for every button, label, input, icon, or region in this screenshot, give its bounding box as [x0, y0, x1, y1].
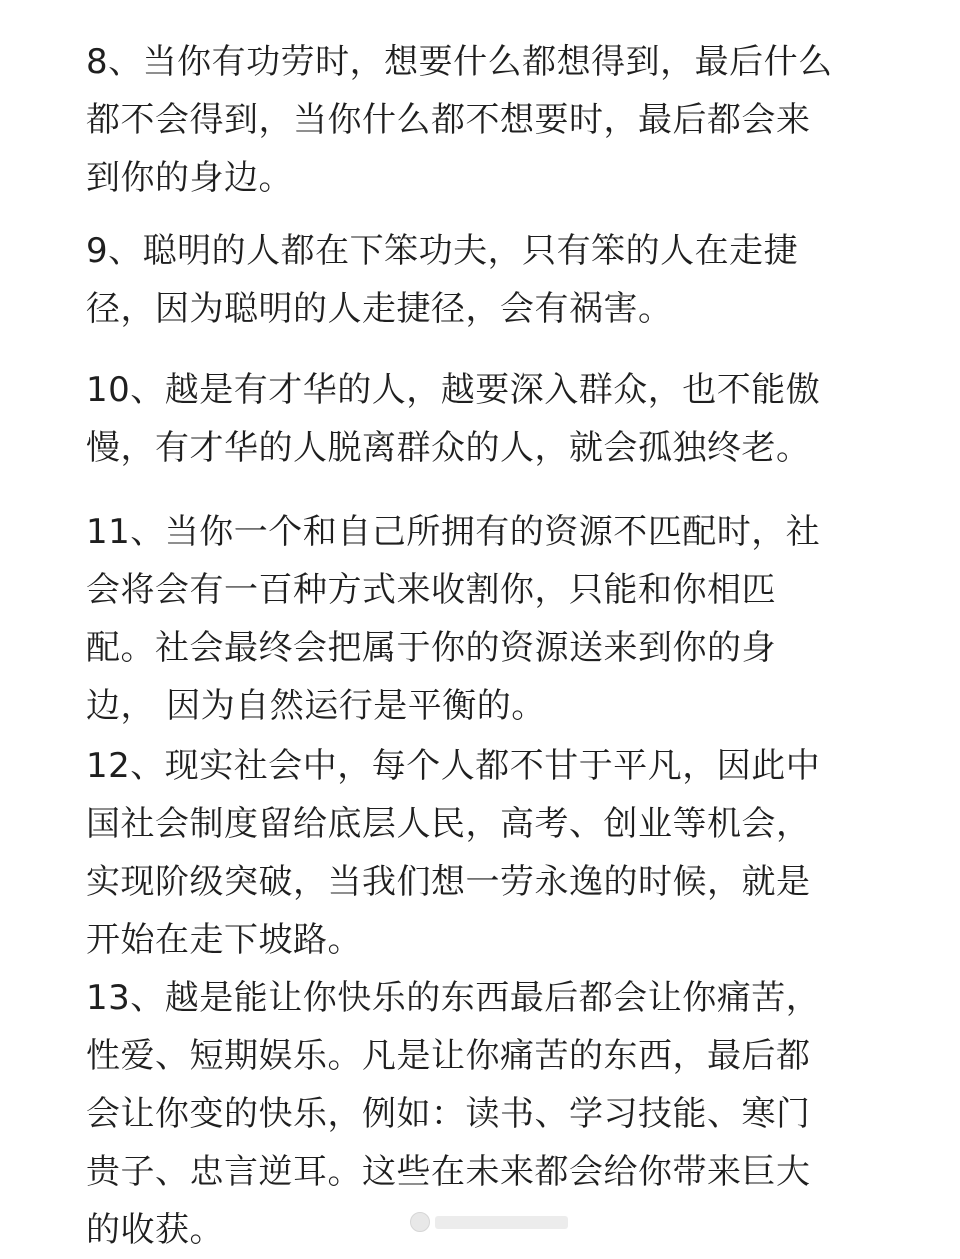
paragraph-line: 国社会制度留给底层人民，高考、创业等机会， [86, 804, 811, 844]
paragraph-line: 13、越是能让你快乐的东西最后都会让你痛苦， [86, 978, 821, 1018]
paragraph-line: 贵子、忠言逆耳。这些在未来都会给你带来巨大 [86, 1152, 811, 1192]
paragraph-line: 会让你变的快乐，例如：读书、学习技能、寒门 [86, 1094, 811, 1134]
paragraph-line: 配。社会最终会把属于你的资源送来到你的身 [86, 628, 776, 668]
watermark [410, 1212, 568, 1232]
paragraph-line: 11、当你一个和自己所拥有的资源不匹配时，社 [86, 512, 821, 552]
paragraph-12 [86, 737, 820, 969]
paragraph-line: 开始在走下坡路。 [86, 920, 362, 960]
paragraph-line: 8、当你有功劳时，想要什么都想得到，最后什么 [86, 42, 833, 82]
paragraph-line: 性爱、短期娱乐。凡是让你痛苦的东西，最后都 [86, 1036, 811, 1076]
paragraph-10 [86, 361, 820, 477]
paragraph-line: 边， 因为自然运行是平衡的。 [86, 686, 546, 726]
paragraph-line: 径，因为聪明的人走捷径，会有祸害。 [86, 289, 673, 329]
paragraph-line: 10、越是有才华的人，越要深入群众，也不能傲 [86, 370, 821, 410]
paragraph-line: 的收获。 [86, 1210, 224, 1250]
paragraph-11 [86, 503, 820, 735]
watermark-logo-icon [410, 1212, 430, 1232]
paragraph-line: 到你的身边。 [86, 158, 293, 198]
paragraph-line: 慢，有才华的人脱离群众的人，就会孤独终老。 [86, 428, 811, 468]
paragraph-line: 9、聪明的人都在下笨功夫，只有笨的人在走捷 [86, 231, 799, 271]
paragraph-line: 实现阶级突破，当我们想一劳永逸的时候，就是 [86, 862, 811, 902]
paragraph-8 [86, 33, 833, 207]
paragraph-9 [86, 222, 798, 338]
paragraph-line: 12、现实社会中，每个人都不甘于平凡，因此中 [86, 746, 821, 786]
paragraph-line: 都不会得到，当你什么都不想要时，最后都会来 [86, 100, 811, 140]
paragraph-line: 会将会有一百种方式来收割你，只能和你相匹 [86, 570, 776, 610]
watermark-text-blur [435, 1216, 568, 1229]
